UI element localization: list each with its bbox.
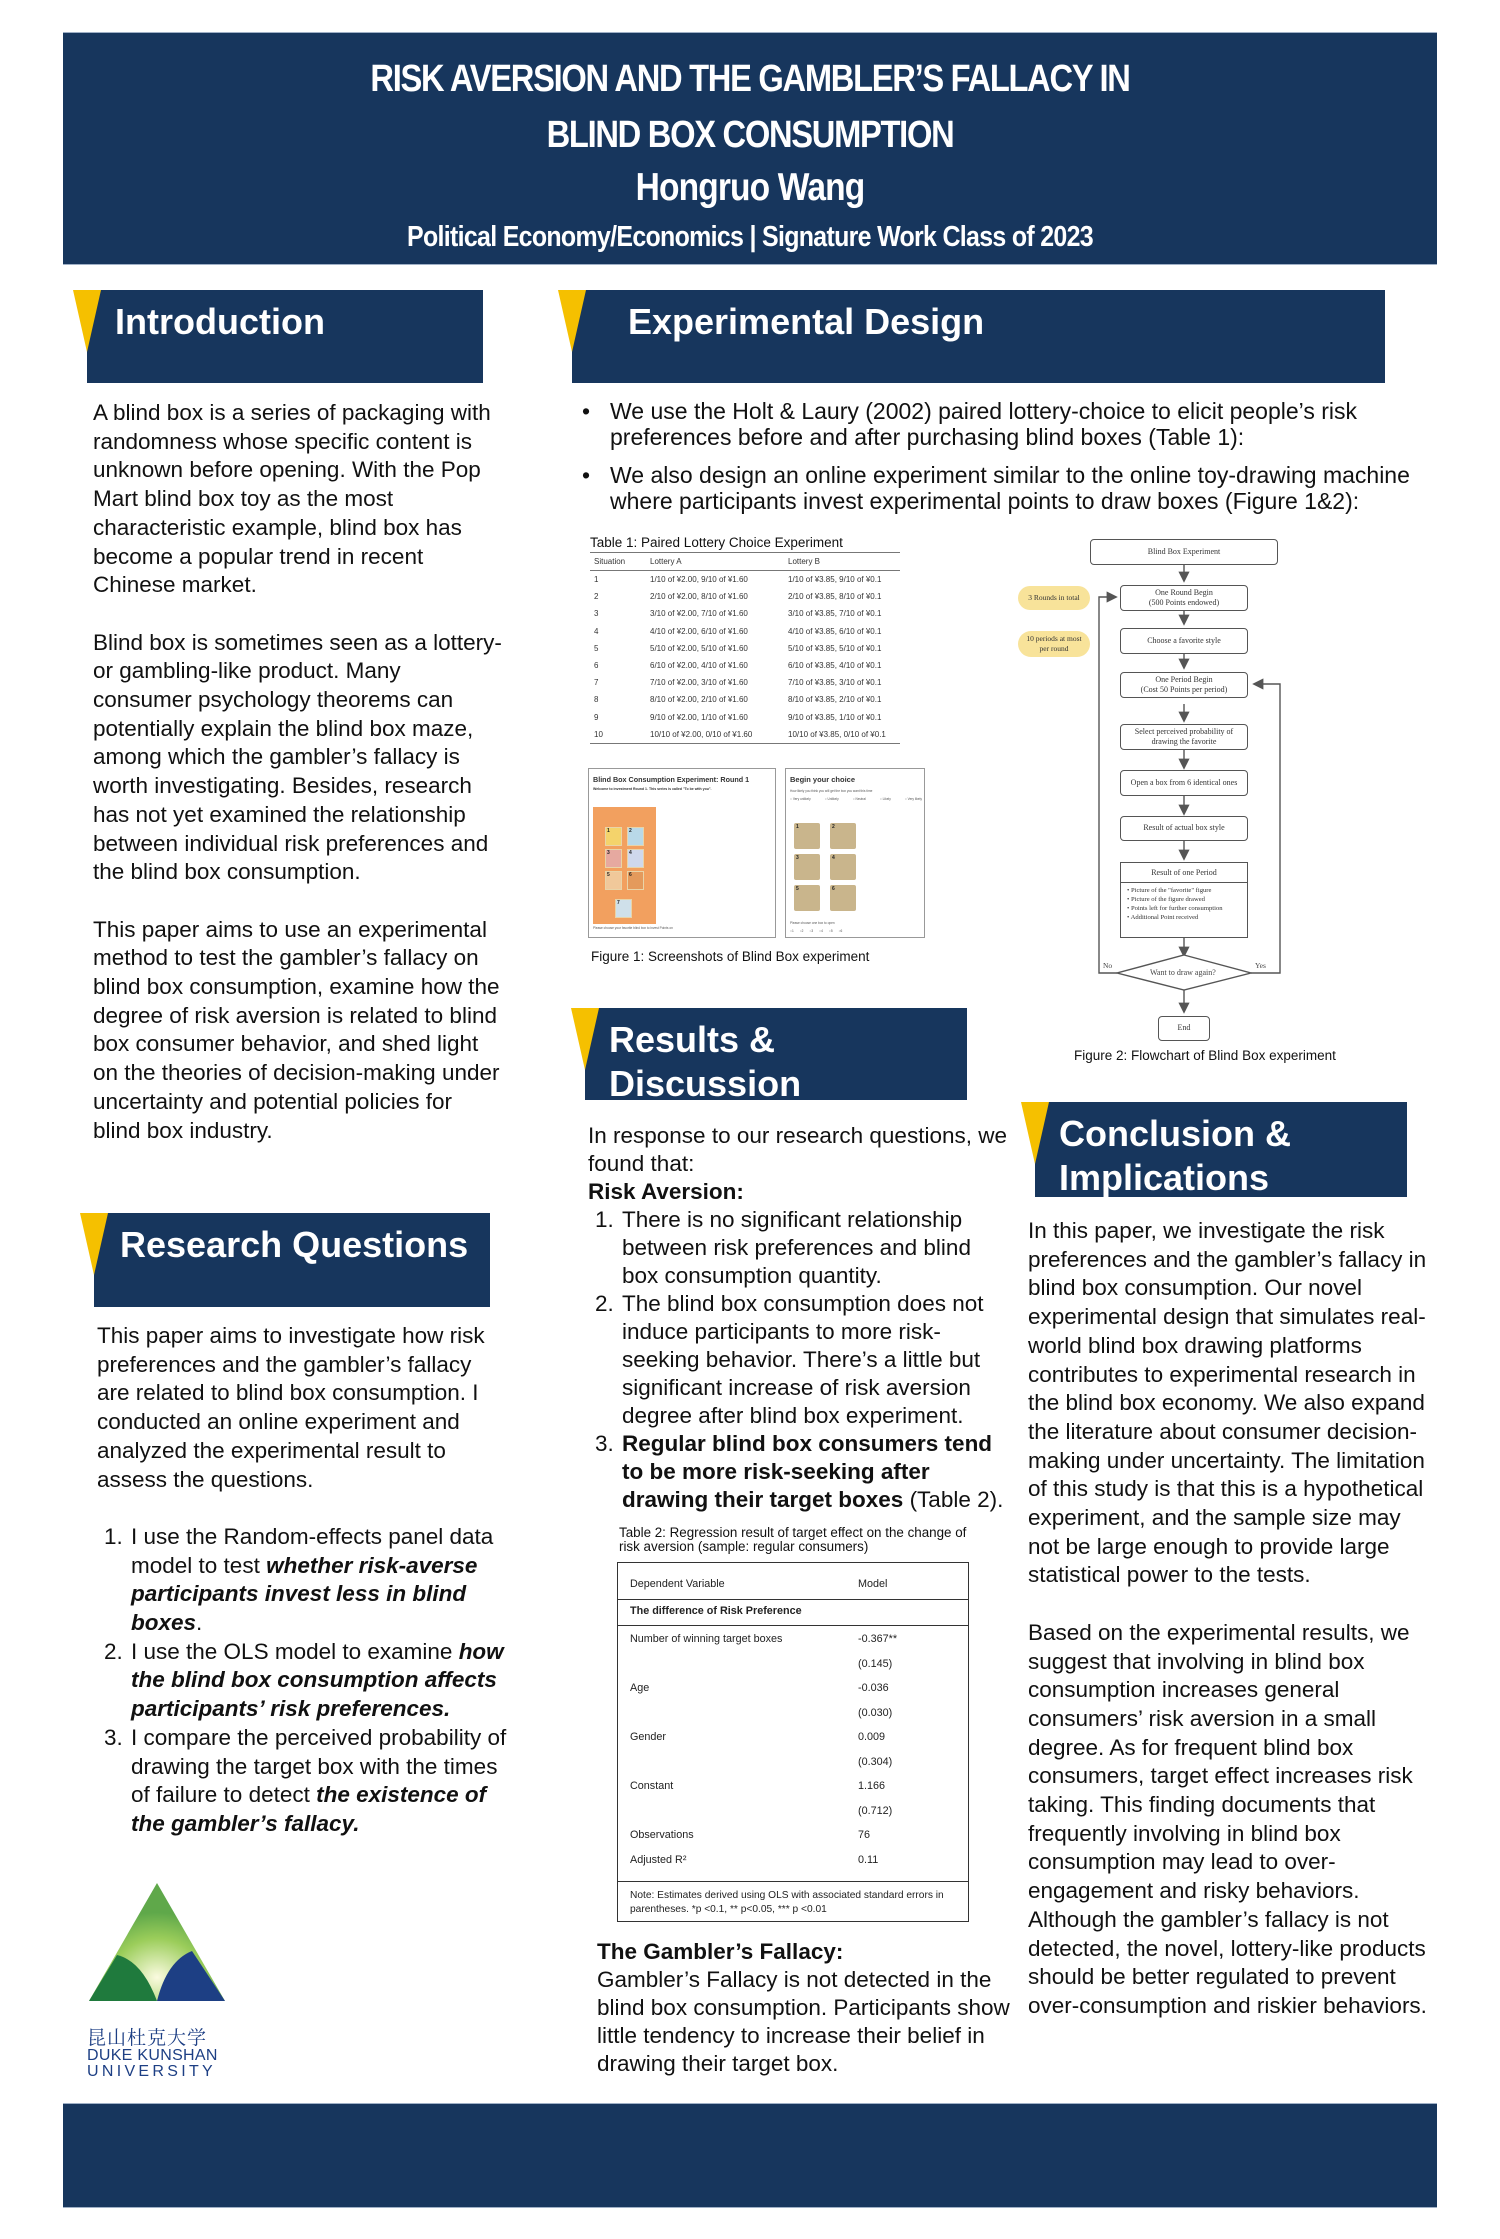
section-title: Research Questions — [120, 1224, 469, 1265]
result-item: • Points left for further consumption — [1127, 905, 1223, 912]
likert-option[interactable]: ○ Very likely — [904, 797, 922, 801]
toy-thumbnail[interactable]: 1 — [605, 827, 622, 846]
list-item: 1. There is no significant relationship between risk preferences and blind box consumption quantity. — [620, 1206, 1008, 1290]
likert-option[interactable]: ○ Very unlikely — [790, 797, 811, 801]
table-row — [630, 1829, 960, 1855]
section-title: Conclusion & Implications — [1059, 1113, 1291, 1198]
gamblers-fallacy-section — [597, 1938, 1017, 2078]
table-header-row: Dependent Variable Model — [630, 1578, 888, 1590]
screenshot-choice — [785, 768, 925, 938]
table-cell: 4/10 of ¥3.85, 6/10 of ¥0.1 — [788, 626, 882, 636]
flow-decision: Want to draw again? — [1150, 968, 1216, 977]
row-value: 1.166 — [858, 1780, 886, 1792]
box-radio-option[interactable]: ○5 — [828, 929, 833, 933]
table-cell: 4/10 of ¥2.00, 6/10 of ¥1.60 — [650, 626, 748, 636]
flow-result-style: Result of actual box style — [1120, 816, 1248, 841]
table-row — [630, 1633, 960, 1659]
screenshot-subtitle: Welcome to investment Round 1. This series is called "To be with you". — [593, 787, 712, 791]
research-questions-intro: This paper aims to investigate how risk preferences and the gambler’s fallacy are related to blind box consumption. I conducted an online experiment and analyzed the experimental result to assess the questions. — [97, 1323, 485, 1492]
bullet-item: • We use the Holt & Laury (2002) paired lottery-choice to elicit people’s risk preferences before and after purchasing blind boxes (Table 1): — [610, 398, 1440, 450]
table-row — [590, 605, 900, 622]
poster-title-line-1: RISK AVERSION AND THE GAMBLER’S FALLACY IN — [370, 58, 1130, 100]
conclusion-paragraph: In this paper, we investigate the risk preferences and the gambler’s fallacy in blind box consumption. Our novel experimental design that simulates real-world blind box drawing platforms contributes to experimental research in the blind box economy. We also expand the literature about consumer decision-making under uncertainty. The limitation of this study is that this is a hypothetical experiment, and the sample size may not be large enough to provide large statistical power to the tests. — [1028, 1218, 1427, 1588]
row-label: Gender — [630, 1731, 667, 1743]
table-row — [590, 623, 900, 640]
section-title: Introduction — [115, 301, 325, 342]
author-name: Hongruo Wang — [635, 166, 865, 209]
toy-thumbnail[interactable]: 6 — [627, 871, 644, 890]
flow-choose-style: Choose a favorite style — [1120, 628, 1248, 654]
flow-end: End — [1158, 1016, 1210, 1041]
introduction-paragraph: A blind box is a series of packaging with randomness whose specific content is unknown before opening. With the Pop Mart blind box toy as the most characteristic example, blind box has become a popular trend in recent Chinese market. — [93, 400, 491, 598]
column-header: Lottery B — [784, 553, 900, 571]
list-item: 3. I compare the perceived probability of drawing the target box with the times of failure to detect the existence of the gambler’s fallacy. — [129, 1724, 507, 1839]
table-caption: Table 1: Paired Lottery Choice Experiment — [590, 535, 843, 550]
poster-header — [63, 32, 1437, 265]
column-header: Lottery A — [646, 553, 784, 571]
risk-aversion-heading: Risk Aversion: — [588, 1179, 744, 1204]
row-label: Age — [630, 1682, 650, 1694]
section-header-introduction — [73, 290, 483, 383]
box-radio-option[interactable]: ○3 — [809, 929, 814, 933]
box-radio-option[interactable]: ○2 — [799, 929, 804, 933]
screenshot-question: How likely you think you will get the box you want this time — [790, 789, 873, 793]
table-cell: 5 — [594, 643, 599, 653]
flow-result-period: Result of one Period • Picture of the "favorite" figure • Picture of the figure drawed • Points left for further consumption • Additional Point received — [1120, 862, 1248, 938]
introduction-paragraph: Blind box is sometimes seen as a lottery- or gambling-like product. Many consumer psychology theorems can potentially explain the blind box maze, among which the gambler’s fallacy is worth investigating. Besides, research has not yet examined the relationship between individual risk preferences and the blind box consumption. — [93, 629, 502, 885]
table-subheader: The difference of Risk Preference — [630, 1605, 802, 1617]
row-value: (0.145) — [858, 1657, 893, 1670]
likert-option[interactable]: ○ Neutral — [852, 797, 866, 801]
gamblers-fallacy-text: Gambler’s Fallacy is not detected in the blind box consumption. Participants show little tendency to increase their belief in drawing their target box. — [597, 1967, 1010, 2076]
table-cell: 7/10 of ¥3.85, 3/10 of ¥0.1 — [788, 678, 882, 688]
table-cell: 3/10 of ¥2.00, 7/10 of ¥1.60 — [650, 609, 748, 619]
gamblers-fallacy-heading: The Gambler’s Fallacy: — [597, 1939, 844, 1964]
toy-series-image — [593, 807, 656, 924]
row-value: (0.712) — [858, 1804, 893, 1817]
row-value: 76 — [858, 1829, 871, 1841]
table-cell: 9/10 of ¥2.00, 1/10 of ¥1.60 — [650, 712, 748, 722]
flow-yes-label: Yes — [1255, 961, 1266, 970]
table-row — [590, 571, 900, 589]
likert-option[interactable]: ○ Likely — [879, 797, 891, 801]
table-row — [590, 691, 900, 708]
section-title: Experimental Design — [628, 301, 985, 342]
table-row — [590, 640, 900, 657]
row-label: Observations — [630, 1829, 694, 1841]
table-1-paired-lottery — [590, 535, 900, 744]
table-cell: 5/10 of ¥3.85, 5/10 of ¥0.1 — [788, 643, 882, 653]
row-value: (0.030) — [858, 1706, 893, 1719]
likert-option[interactable]: ○ Unlikely — [824, 797, 839, 801]
table-cell: 2/10 of ¥3.85, 8/10 of ¥0.1 — [788, 592, 882, 602]
bullet-item: • We also design an online experiment similar to the online toy-drawing machine where participants invest experimental points to draw boxes (Figure 1&2): — [610, 462, 1440, 514]
table-cell: 3/10 of ¥3.85, 7/10 of ¥0.1 — [788, 609, 882, 619]
conclusion-paragraph: Based on the experimental results, we suggest that involving in blind box consumption increases general consumers’ risk aversion in a small degree. As for frequent blind box consumers, target effect increases risk taking. This finding documents that frequently involving in blind box consumption may lead to over-engagement and risky behaviors. Although the gambler’s fallacy is not detected, the novel, lottery-like products should be better regulated to prevent over-consumption and riskier behaviors. — [1028, 1619, 1427, 2018]
results-intro: In response to our research questions, we found that: — [588, 1123, 1007, 1176]
blind-box-image[interactable]: 2 — [830, 823, 856, 849]
table-cell: 6/10 of ¥2.00, 4/10 of ¥1.60 — [650, 661, 748, 671]
table-note: Note: Estimates derived using OLS with associated standard errors in parentheses. *p <0.1, ** p<0.05, *** p <0.01 — [630, 1890, 944, 1915]
row-value: (0.304) — [858, 1755, 893, 1768]
research-questions-list — [97, 1523, 507, 1839]
blind-box-image[interactable]: 4 — [830, 854, 856, 880]
box-radio-option[interactable]: ○4 — [819, 929, 823, 933]
results-list — [588, 1206, 1008, 1514]
box-radio-option[interactable]: ○6 — [838, 929, 843, 933]
poster-title-line-2: BLIND BOX CONSUMPTION — [546, 114, 954, 156]
blind-box-image[interactable]: 3 — [794, 854, 820, 880]
table-row — [630, 1707, 960, 1733]
table-row — [590, 709, 900, 726]
blind-box-image[interactable]: 1 — [794, 823, 820, 849]
section-header-experimental-design — [558, 290, 1385, 383]
flow-period-begin: One Period Begin (Cost 50 Points per period) — [1120, 672, 1248, 698]
row-value: -0.036 — [858, 1682, 889, 1694]
section-header-research-questions — [80, 1213, 490, 1307]
figure-caption: Figure 2: Flowchart of Blind Box experiment — [1074, 1048, 1336, 1063]
table-cell: 7 — [594, 678, 599, 688]
table-cell: 10/10 of ¥3.85, 0/10 of ¥0.1 — [784, 726, 900, 744]
table-cell: 9/10 of ¥3.85, 1/10 of ¥0.1 — [788, 712, 882, 722]
list-item: 1. I use the Random-effects panel data model to test whether risk-averse participants invest less in blind boxes. — [129, 1523, 507, 1638]
list-item: 2. The blind box consumption does not induce participants to more risk-seeking behavior. There’s a little but significant increase of risk aversion degree after blind box experiment. — [620, 1290, 1008, 1430]
table-cell: 8/10 of ¥3.85, 2/10 of ¥0.1 — [788, 695, 882, 705]
box-radio-option[interactable]: ○1 — [790, 929, 794, 933]
figure-2-flowchart — [1010, 530, 1420, 1063]
table-cell: 10 — [590, 726, 646, 744]
toy-thumbnail[interactable]: 4 — [627, 849, 644, 868]
flow-start: Blind Box Experiment — [1090, 539, 1278, 565]
flow-select-probability: Select perceived probability of drawing the favorite — [1120, 724, 1248, 750]
table-2-regression — [617, 1562, 969, 1922]
screenshot-prompt: Please choose your favorite blind box to invest Points on — [593, 926, 673, 930]
table-cell: 1 — [594, 575, 599, 585]
note-rounds: 3 Rounds in total — [1018, 586, 1090, 610]
toy-thumbnail[interactable]: 3 — [605, 849, 622, 868]
table-2-caption: Table 2: Regression result of target effect on the change of risk aversion (sample: regular consumers) — [619, 1525, 967, 1554]
table-cell: 1/10 of ¥3.85, 9/10 of ¥0.1 — [788, 575, 882, 585]
table-cell: 2/10 of ¥2.00, 8/10 of ¥1.60 — [650, 592, 748, 602]
introduction-body — [93, 399, 503, 1145]
table-row — [630, 1854, 960, 1880]
note-periods: 10 periods at most per round — [1018, 631, 1090, 657]
logo-english-line-2: UNIVERSITY — [87, 2063, 217, 2080]
research-questions-body — [97, 1322, 507, 1839]
logo-chinese-name: 昆山杜克大学 — [87, 2027, 208, 2049]
row-value: 0.11 — [858, 1853, 879, 1866]
row-label: Constant — [630, 1780, 674, 1792]
toy-thumbnail[interactable]: 2 — [627, 827, 644, 846]
toy-thumbnail[interactable]: 7 — [615, 899, 632, 918]
table-row — [590, 657, 900, 674]
screenshot-round-1 — [588, 768, 776, 938]
poster-footer — [63, 2103, 1437, 2208]
blind-box-image[interactable]: 5 — [794, 885, 820, 911]
table-row — [630, 1731, 960, 1757]
figure-caption: Figure 1: Screenshots of Blind Box experiment — [591, 949, 870, 964]
toy-thumbnail[interactable]: 5 — [605, 871, 622, 890]
table-cell: 5/10 of ¥2.00, 5/10 of ¥1.60 — [650, 643, 748, 653]
table-cell: 8/10 of ¥2.00, 2/10 of ¥1.60 — [650, 695, 748, 705]
result-item: • Additional Point received — [1127, 914, 1199, 921]
table-cell: 3 — [594, 609, 599, 619]
table-row — [590, 726, 900, 744]
row-label: Adjusted R² — [630, 1853, 687, 1866]
row-value: -0.367** — [858, 1633, 898, 1645]
screenshot-prompt: Please choose one box to open — [790, 921, 835, 925]
table-row — [630, 1756, 960, 1782]
logo-english-line-1: DUKE KUNSHAN — [87, 2047, 218, 2064]
table-cell: 9 — [594, 712, 599, 722]
table-row — [590, 588, 900, 605]
table-cell: 2 — [594, 592, 599, 602]
section-header-results — [571, 1008, 967, 1104]
row-value: 0.009 — [858, 1731, 886, 1743]
list-item: 2. I use the OLS model to examine how the blind box consumption affects participants’ risk preferences. — [129, 1638, 507, 1724]
screenshot-title: Blind Box Consumption Experiment: Round 1 — [593, 775, 750, 784]
column-header: Situation — [590, 553, 646, 571]
list-item: 3. Regular blind box consumers tend to be more risk-seeking after drawing their target boxes (Table 2). — [620, 1430, 1008, 1514]
blind-box-image[interactable]: 6 — [830, 885, 856, 911]
section-header-conclusion — [1021, 1102, 1407, 1197]
experimental-design-bullets — [580, 398, 1440, 526]
table-cell: 6/10 of ¥3.85, 4/10 of ¥0.1 — [788, 661, 882, 671]
duke-kunshan-logo — [87, 1883, 227, 2080]
table-row — [630, 1658, 960, 1684]
result-item: • Picture of the "favorite" figure — [1127, 887, 1212, 894]
flow-round-begin: One Round Begin (500 Points endowed) — [1120, 585, 1248, 611]
flow-open-box: Open a box from 6 identical ones — [1120, 770, 1248, 796]
table-cell: 4 — [594, 626, 599, 636]
mountain-logo-icon — [87, 1883, 227, 2018]
table-cell: 1/10 of ¥2.00, 9/10 of ¥1.60 — [650, 575, 748, 585]
conclusion-body — [1028, 1217, 1438, 2021]
flow-no-label: No — [1103, 961, 1113, 970]
screenshot-title: Begin your choice — [790, 775, 856, 784]
introduction-paragraph: This paper aims to use an experimental method to test the gambler’s fallacy on blind box consumption, examine how the degree of risk aversion is related to blind box consumer behavior, and shed light on the theories of decision-making under uncertainty and potential policies for blind box industry. — [93, 916, 500, 1143]
row-label: Number of winning target boxes — [630, 1633, 783, 1645]
table-cell: 10/10 of ¥2.00, 0/10 of ¥1.60 — [646, 726, 784, 744]
table-row — [630, 1805, 960, 1831]
results-body — [588, 1122, 1008, 1514]
table-cell: 8 — [594, 695, 599, 705]
affiliation: Political Economy/Economics | Signature Work Class of 2023 — [407, 221, 1093, 253]
result-item: • Picture of the figure drawed — [1127, 896, 1205, 903]
table-row — [630, 1682, 960, 1708]
table-cell: 6 — [594, 661, 599, 671]
table-cell: 7/10 of ¥2.00, 3/10 of ¥1.60 — [650, 678, 748, 688]
table-row — [590, 674, 900, 691]
section-title: Results & Discussion — [609, 1019, 802, 1104]
table-row — [630, 1780, 960, 1806]
